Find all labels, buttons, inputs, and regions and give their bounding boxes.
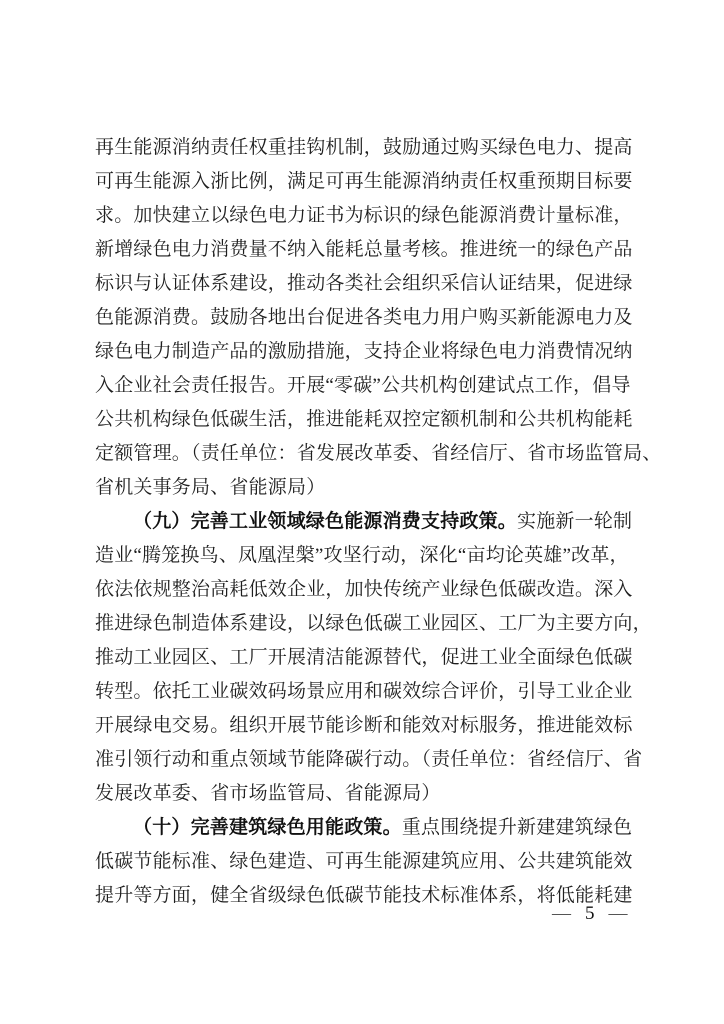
body-text: 色能源消费。鼓励各地出台促进各类电力用户购买新能源电力及: [95, 307, 633, 328]
body-text: 省机关事务局、省能源局）: [95, 477, 326, 498]
body-text: 新增绿色电力消费量不纳入能耗总量考核。推进统一的绿色产品: [95, 239, 633, 260]
body-text: 推进绿色制造体系建设，以绿色低碳工业园区、工厂为主要方向，: [95, 613, 652, 634]
body-text: 开展绿电交易。组织开展节能诊断和能效对标服务，推进能效标: [95, 715, 633, 736]
body-text: 实施新一轮制: [517, 511, 633, 532]
text-line: [95, 675, 640, 709]
body-text: 入企业社会责任报告。开展“零碳”公共机构创建试点工作，倡导: [95, 375, 631, 396]
body-text: 公共机构绿色低碳生活，推进能耗双控定额机制和公共机构能耗: [95, 409, 633, 430]
page-number: 5: [585, 903, 595, 924]
body-text: 求。加快建立以绿色电力证书为标识的绿色能源消费计量标准，: [95, 205, 633, 226]
text-line: [95, 437, 662, 471]
body-text: 可再生能源入浙比例，满足可再生能源消纳责任权重预期目标要: [95, 171, 633, 192]
text-line: [95, 743, 643, 777]
paragraph-heading-line: [95, 505, 640, 539]
text-line: [95, 233, 640, 267]
footer-right-dash: —: [608, 903, 628, 924]
text-line: [95, 165, 640, 199]
text-line: [95, 369, 640, 403]
body-text: 推动工业园区、工厂开展清洁能源替代，促进工业全面绿色低碳: [95, 647, 633, 668]
text-line: [95, 131, 640, 165]
text-line: [95, 199, 640, 233]
text-block: [95, 131, 662, 913]
page-footer: [552, 900, 628, 928]
text-line: [95, 845, 640, 879]
body-text: 造业“腾笼换鸟、凤凰涅槃”攻坚行动，深化“亩均论英雄”改革，: [95, 545, 629, 566]
body-text: 转型。依托工业碳效码场景应用和碳效综合评价，引导工业企业: [95, 681, 633, 702]
text-line: [95, 539, 640, 573]
body-text: 标识与认证体系建设，推动各类社会组织采信认证结果，促进绿: [95, 273, 633, 294]
section-heading-text: （九）完善工业领域绿色能源消费支持政策。: [133, 511, 518, 532]
text-line: [95, 403, 640, 437]
body-text: 发展改革委、省市场监管局、省能源局）: [95, 783, 441, 804]
text-line: [95, 471, 640, 505]
text-line: [95, 301, 640, 335]
section-heading-text: （十）完善建筑绿色用能政策。: [133, 817, 402, 838]
body-text: 定额管理。（责任单位：省发展改革委、省经信厅、省市场监管局、: [95, 443, 662, 464]
text-line: [95, 573, 640, 607]
footer-left-dash: —: [552, 903, 571, 924]
body-text: 提升等方面，健全省级绿色低碳节能技术标准体系，将低能耗建: [95, 885, 633, 906]
paragraph-heading-line: [95, 811, 640, 845]
text-line: [95, 641, 640, 675]
body-text: 绿色电力制造产品的激励措施，支持企业将绿色电力消费情况纳: [95, 341, 633, 362]
text-line: [95, 267, 640, 301]
text-line: [95, 709, 640, 743]
body-text: 重点围绕提升新建建筑绿色: [401, 817, 633, 838]
body-text: 低碳节能标准、绿色建造、可再生能源建筑应用、公共建筑能效: [95, 851, 633, 872]
body-text: 依法依规整治高耗低效企业，加快传统产业绿色低碳改造。深入: [95, 579, 633, 600]
body-text: 准引领行动和重点领域节能降碳行动。（责任单位：省经信厅、省: [95, 749, 643, 770]
text-line: [95, 777, 640, 811]
text-line: [95, 607, 652, 641]
text-line: [95, 335, 640, 369]
body-text: 再生能源消纳责任权重挂钩机制，鼓励通过购买绿色电力、提高: [95, 137, 633, 158]
